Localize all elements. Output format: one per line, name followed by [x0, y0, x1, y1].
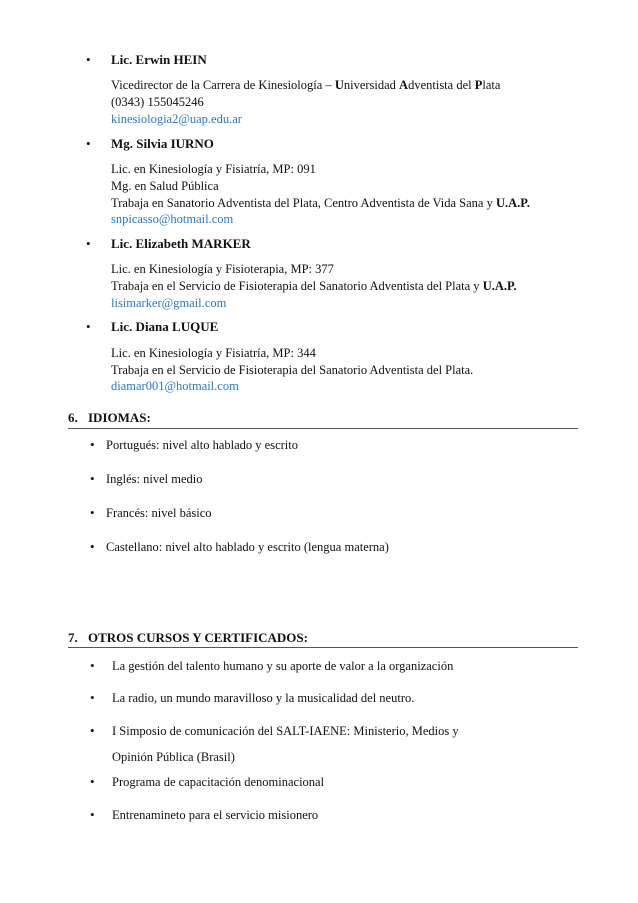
reference-email-link[interactable]: snpicasso@hotmail.com: [111, 212, 234, 226]
bullet-icon: •: [86, 136, 91, 151]
bullet-icon: •: [90, 807, 95, 822]
bullet-icon: •: [90, 471, 95, 486]
reference-position: Vicedirector de la Carrera de Kinesiología – Universidad Adventista del Plata: [111, 78, 501, 92]
reference-phone: (0343) 155045246: [111, 95, 204, 109]
bullet-icon: •: [90, 658, 95, 673]
bullet-icon: •: [90, 437, 95, 452]
bullet-icon: •: [90, 690, 95, 705]
reference-email-link[interactable]: diamar001@hotmail.com: [111, 379, 239, 393]
course-item: La radio, un mundo maravilloso y la musicalidad del neutro.: [112, 691, 415, 705]
bullet-icon: •: [90, 774, 95, 789]
course-item: Programa de capacitación denominacional: [112, 775, 325, 789]
language-item: Francés: nivel básico: [106, 506, 212, 520]
reference-name: Lic. Elizabeth MARKER: [111, 236, 251, 251]
section-divider: [68, 647, 578, 648]
language-item: Portugués: nivel alto hablado y escrito: [106, 438, 298, 452]
bullet-icon: •: [86, 52, 91, 67]
bullet-icon: •: [90, 723, 95, 738]
reference-degree: Lic. en Kinesiología y Fisiatría, MP: 344: [111, 346, 316, 360]
section-title-idiomas: IDIOMAS:: [88, 410, 151, 425]
bullet-icon: •: [86, 319, 91, 334]
reference-email-link[interactable]: kinesiologia2@uap.edu.ar: [111, 112, 242, 126]
course-item: Entrenamineto para el servicio misionero: [112, 808, 319, 822]
reference-degree: Lic. en Kinesiología y Fisiatría, MP: 091: [111, 162, 316, 176]
reference-name: Lic. Erwin HEIN: [111, 52, 207, 67]
course-item: La gestión del talento humano y su aporte de valor a la organización: [112, 659, 454, 673]
language-item: Castellano: nivel alto hablado y escrito (lengua materna): [106, 540, 389, 554]
bullet-icon: •: [90, 505, 95, 520]
bullet-icon: •: [90, 539, 95, 554]
reference-email-link[interactable]: lisimarker@gmail.com: [111, 296, 227, 310]
reference-workplace: Trabaja en Sanatorio Adventista del Plata, Centro Adventista de Vida Sana y U.A.P.: [111, 196, 530, 210]
reference-degree: Lic. en Kinesiología y Fisioterapia, MP: 377: [111, 262, 334, 276]
section-divider: [68, 428, 578, 429]
language-item: Inglés: nivel medio: [106, 472, 203, 486]
reference-workplace: Trabaja en el Servicio de Fisioterapia del Sanatorio Adventista del Plata y U.A.P.: [111, 279, 517, 293]
reference-name: Mg. Silvia IURNO: [111, 136, 214, 151]
reference-degree: Mg. en Salud Pública: [111, 179, 219, 193]
section-number: 6.: [68, 410, 78, 425]
section-number: 7.: [68, 630, 78, 645]
course-item-continuation: Opinión Pública (Brasil): [112, 750, 235, 764]
reference-workplace: Trabaja en el Servicio de Fisioterapia del Sanatorio Adventista del Plata.: [111, 363, 474, 377]
course-item: I Simposio de comunicación del SALT-IAENE: Ministerio, Medios y: [112, 724, 459, 738]
reference-name: Lic. Diana LUQUE: [111, 319, 219, 334]
bullet-icon: •: [86, 236, 91, 251]
section-title-cursos: OTROS CURSOS Y CERTIFICADOS:: [88, 630, 308, 645]
